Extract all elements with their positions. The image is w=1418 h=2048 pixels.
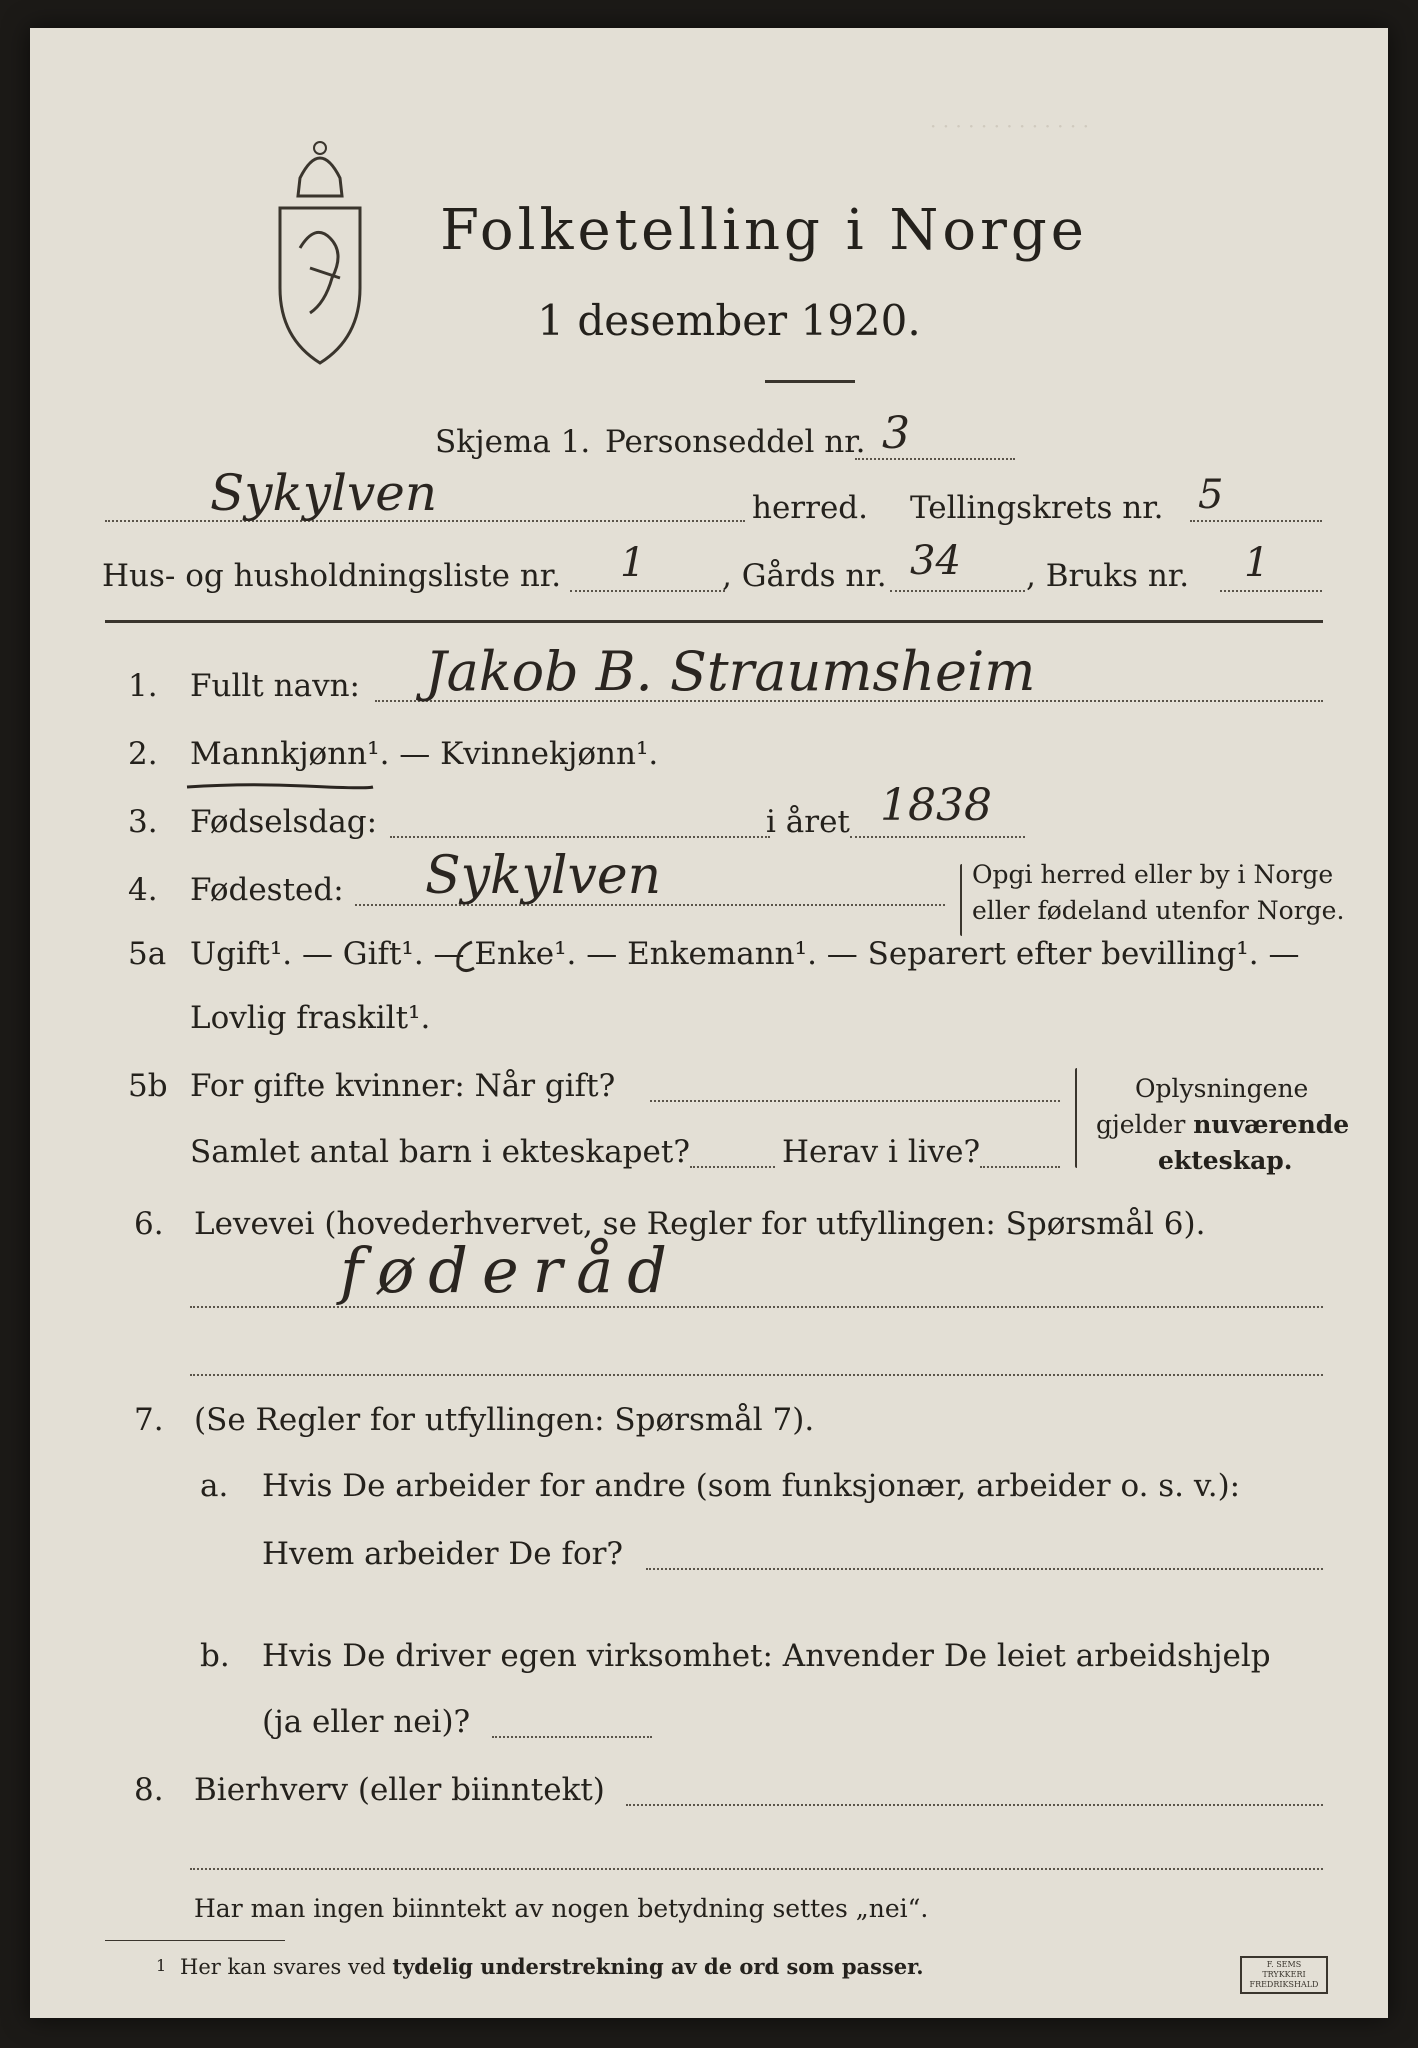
footnote-text-a: Her kan svares ved [180,1955,393,1979]
q6-label: Levevei (hovederhvervet, se Regler for utfyllingen: Spørsmål 6). [194,1206,1206,1242]
mannkjonn-underline [185,776,375,786]
personseddel-value: 3 [882,408,910,459]
children-count-field[interactable] [690,1166,775,1168]
header-divider [105,620,1323,623]
children-alive-field[interactable] [980,1166,1060,1168]
hus-label: Hus- og husholdningsliste nr. [102,558,562,594]
footnote-text [180,1954,924,1979]
employer-field[interactable] [646,1568,1323,1570]
side-income-field-2[interactable] [190,1868,1323,1870]
q5b-line2b: Herav i live? [782,1134,981,1170]
show-through-text: · · · · · · · · · · · · · [930,114,1089,138]
q4-note-line1: Opgi herred eller by i Norge [972,860,1334,889]
footnote-text-b: tydelig understrekning av de ord som passer. [392,1954,924,1979]
gards-field[interactable] [890,590,1025,592]
tellingskrets-value: 5 [1198,472,1224,518]
q5a-line1: Ugift¹. — Gift¹. — Enke¹. — Enkemann¹. — Separert efter bevilling¹. — [190,936,1300,972]
bruks-value: 1 [1244,540,1270,586]
birthday-field[interactable] [390,836,770,838]
q2-text: Mannkjønn¹. — Kvinnekjønn¹. [190,736,659,772]
q3-label: Fødselsdag: [190,804,378,840]
hus-value: 1 [620,540,646,586]
birth-year-field[interactable] [850,836,1025,838]
q7a-line2: Hvem arbeider De for? [262,1536,624,1572]
q7a-line1: Hvis De arbeider for andre (som funksjonær, arbeider o. s. v.): [262,1468,1241,1504]
schema-label: Skjema 1. [435,424,591,460]
q5b-note-line2a: gjelder [1096,1110,1194,1139]
footnote-mark: 1 [156,1956,167,1975]
q7b-letter: b. [200,1638,230,1674]
q5b-note-line2 [1096,1110,1349,1139]
personseddel-field[interactable] [855,458,1015,460]
q3-number: 3. [128,804,158,840]
hired-help-field[interactable] [492,1736,652,1738]
footnote-rule [105,1940,285,1941]
q4-number: 4. [128,872,158,908]
census-form [30,28,1388,2018]
married-when-field[interactable] [650,1100,1060,1102]
occupation-value: føderåd [340,1234,681,1307]
q5a-number: 5a [128,936,167,972]
gards-value: 34 [910,538,961,584]
q4-label: Fødested: [190,872,344,908]
q5a-line2: Lovlig fraskilt¹. [190,1000,431,1036]
q5b-note-line2b: nuværende [1193,1110,1350,1139]
hus-field[interactable] [570,590,725,592]
q5b-number: 5b [128,1068,168,1104]
q7-number: 7. [134,1402,164,1438]
herred-value: Sykylven [210,464,438,522]
full-name-value: Jakob B. Straumsheim [425,640,1036,703]
q7a-letter: a. [200,1468,229,1504]
form-title: Folketelling i Norge [440,198,1088,263]
q5b-line1: For gifte kvinner: Når gift? [190,1068,616,1104]
tellingskrets-field[interactable] [1190,520,1322,522]
q7b-line1: Hvis De driver egen virksomhet: Anvender De leiet arbeidshjelp [262,1638,1271,1674]
form-date: 1 desember 1920. [537,296,921,345]
q5b-line2a: Samlet antal barn i ekteskapet? [190,1134,690,1170]
birth-year-value: 1838 [880,780,992,831]
q5b-note-line3: ekteskap. [1158,1146,1293,1175]
gards-label: , Gårds nr. [722,558,887,594]
q1-number: 1. [128,668,158,704]
q6-number: 6. [134,1206,164,1242]
q8-number: 8. [134,1772,164,1808]
title-divider [765,380,855,383]
q5b-note-line1: Oplysningene [1135,1074,1309,1103]
q4-note-brace [960,864,962,936]
q8-note: Har man ingen biinntekt av nogen betydning settes „nei“. [194,1894,929,1923]
q2-number: 2. [128,736,158,772]
printer-stamp: F. SEMS TRYKKERI FREDRIKSHALD [1240,1956,1328,1994]
q7b-line2: (ja eller nei)? [262,1704,471,1740]
birthplace-value: Sykylven [425,846,662,906]
bruks-field[interactable] [1220,590,1322,592]
bruks-label: , Bruks nr. [1026,558,1190,594]
tellingskrets-label: Tellingskrets nr. [910,490,1164,526]
occupation-field-2[interactable] [190,1374,1323,1376]
personseddel-label: Personseddel nr. [605,424,866,460]
q7-label: (Se Regler for utfyllingen: Spørsmål 7). [194,1402,815,1438]
q1-label: Fullt navn: [190,668,360,704]
q5b-note-brace [1075,1068,1077,1168]
q3-year-label: i året [766,804,850,840]
herred-label: herred. [752,490,868,526]
gift-mark [450,938,480,978]
q8-label: Bierhverv (eller biinntekt) [194,1772,605,1808]
side-income-field[interactable] [626,1804,1323,1806]
q4-note-line2: eller fødeland utenfor Norge. [972,896,1345,925]
